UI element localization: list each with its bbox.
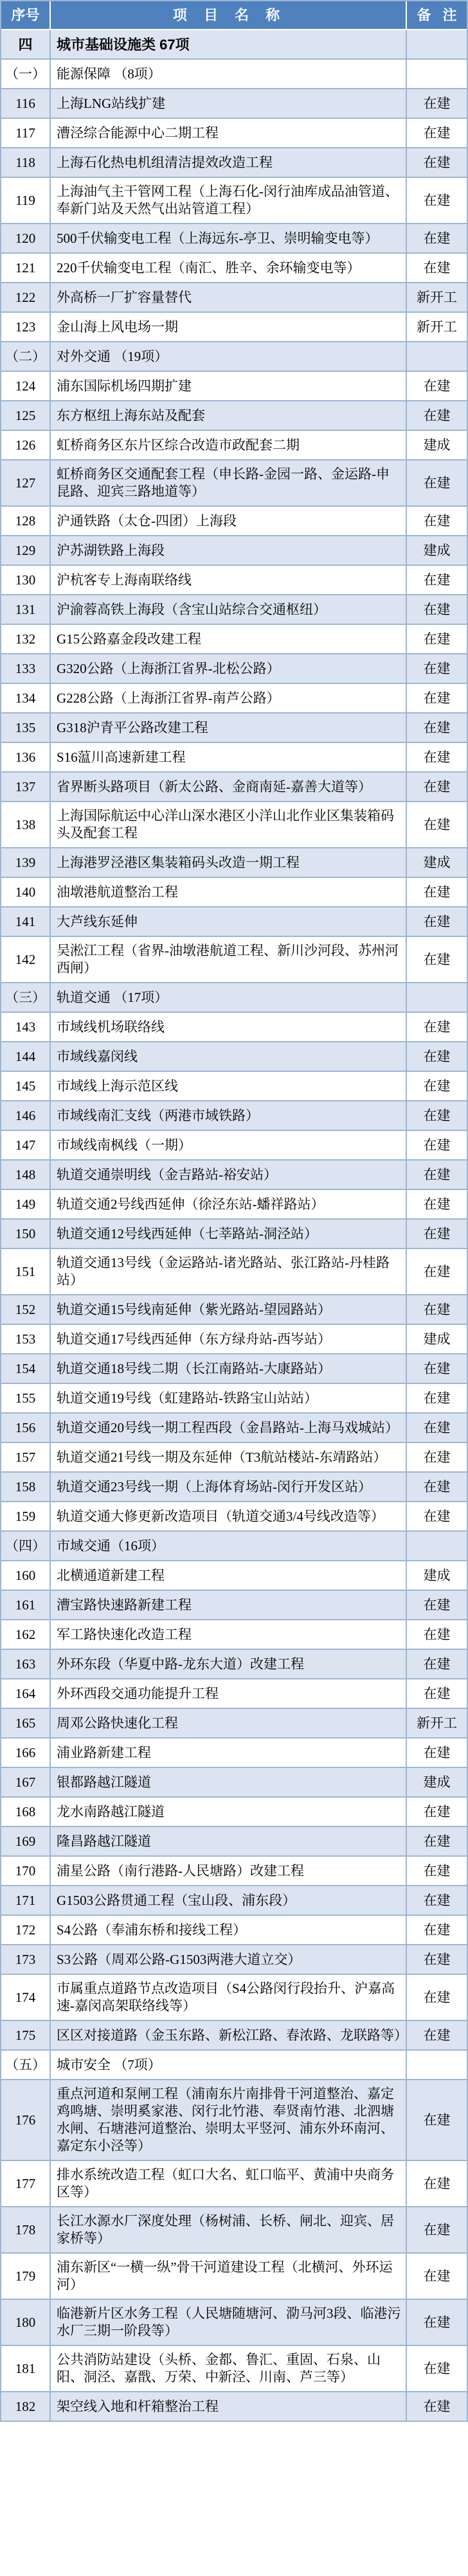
row-seq: 130 bbox=[1, 566, 51, 594]
row-name: 市域线机场联络线 bbox=[51, 1013, 407, 1041]
row-name: 银都路越江隧道 bbox=[51, 1768, 407, 1796]
table-row bbox=[1, 224, 467, 254]
table-row bbox=[1, 1768, 467, 1798]
table-row bbox=[1, 1101, 467, 1131]
row-note: 在建 bbox=[423, 95, 451, 111]
row-seq: 176 bbox=[1, 2080, 51, 2160]
row-note: 在建 bbox=[423, 2398, 451, 2414]
row-seq: 139 bbox=[1, 848, 51, 877]
row-note: 新开工 bbox=[417, 319, 457, 335]
row-seq: 158 bbox=[1, 1473, 51, 1501]
table-row bbox=[1, 2207, 467, 2254]
row-seq: 148 bbox=[1, 1161, 51, 1189]
row-note: 在建 bbox=[423, 2027, 451, 2043]
table-row bbox=[1, 283, 467, 313]
row-note: 在建 bbox=[423, 1508, 451, 1524]
table-row bbox=[1, 937, 467, 983]
table-row bbox=[1, 983, 467, 1013]
row-seq: 150 bbox=[1, 1220, 51, 1248]
row-seq: 162 bbox=[1, 1620, 51, 1649]
table-row bbox=[1, 460, 467, 507]
row-note: 在建 bbox=[423, 1449, 451, 1465]
row-seq: 142 bbox=[1, 937, 51, 982]
row-name: 轨道交通15号线南延伸（紫光路站-望园路站） bbox=[51, 1295, 407, 1324]
row-name: 轨道交通19号线（虹建路站-铁路宝山站站） bbox=[51, 1384, 407, 1412]
table-row bbox=[1, 2080, 467, 2161]
row-note: 在建 bbox=[423, 660, 451, 676]
row-seq: 131 bbox=[1, 595, 51, 624]
row-name: S3公路（周邓公路-G1503两港大道立交） bbox=[51, 1945, 407, 1974]
row-seq: 170 bbox=[1, 1857, 51, 1885]
row-note: 在建 bbox=[423, 1019, 451, 1035]
row-name: 浦东新区“一横一纵”骨干河道建设工程（北横河、外环运河） bbox=[51, 2254, 407, 2299]
row-name: 市域线南汇支线（两港市域铁路） bbox=[51, 1101, 407, 1130]
table-row bbox=[1, 1975, 467, 2021]
table-row bbox=[1, 2021, 467, 2051]
row-seq: 167 bbox=[1, 1768, 51, 1796]
row-seq: 147 bbox=[1, 1131, 51, 1159]
row-name: 重点河道和泵闸工程（浦南东片南排骨干河道整治、嘉定鸡鸣塘、崇明奚家港、闵行北竹港、奉贤南竹港、北泗塘水闸、石塘港河道整治、崇明太平竖河、浦东外环南河、嘉定东小泾等） bbox=[51, 2080, 407, 2160]
table-row bbox=[1, 1857, 467, 1886]
row-name: 城市基础设施类 67项 bbox=[51, 30, 407, 58]
table-row bbox=[1, 907, 467, 937]
row-note bbox=[407, 60, 467, 88]
row-note: 建成 bbox=[423, 542, 451, 558]
row-seq: 181 bbox=[1, 2346, 51, 2391]
table-row bbox=[1, 536, 467, 566]
row-name: 能源保障 （8项） bbox=[51, 60, 407, 88]
row-seq: 127 bbox=[1, 460, 51, 505]
row-note: 在建 bbox=[423, 1419, 451, 1435]
table-row bbox=[1, 1886, 467, 1916]
row-note: 在建 bbox=[423, 1744, 451, 1760]
row-note: 在建 bbox=[423, 2175, 451, 2191]
table-row bbox=[1, 1945, 467, 1975]
row-note bbox=[407, 30, 467, 58]
row-seq: （五） bbox=[1, 2051, 51, 2079]
row-note: 在建 bbox=[423, 631, 451, 647]
row-seq: 124 bbox=[1, 372, 51, 400]
table-row bbox=[1, 1502, 467, 1532]
table-row bbox=[1, 1591, 467, 1620]
row-note: 在建 bbox=[423, 125, 451, 141]
row-name: 轨道交通18号线二期（长江南路站-大康路站） bbox=[51, 1354, 407, 1383]
row-name: S4公路（奉浦东桥和接线工程） bbox=[51, 1916, 407, 1944]
row-seq: 163 bbox=[1, 1650, 51, 1678]
row-note: 在建 bbox=[423, 259, 451, 276]
row-name: 浦星公路（南行港路-人民塘路）改建工程 bbox=[51, 1857, 407, 1885]
row-note: 在建 bbox=[423, 2268, 451, 2284]
row-note: 在建 bbox=[423, 1656, 451, 1672]
table-row bbox=[1, 1295, 467, 1325]
row-seq: 119 bbox=[1, 178, 51, 223]
row-name: 省界断头路项目（新太公路、金商南延-嘉善大道等） bbox=[51, 773, 407, 801]
row-name: 油墩港航道整治工程 bbox=[51, 878, 407, 906]
row-note: 在建 bbox=[423, 913, 451, 929]
row-name: 外环西段交通功能提升工程 bbox=[51, 1679, 407, 1708]
row-seq: 137 bbox=[1, 773, 51, 801]
row-seq: 128 bbox=[1, 507, 51, 535]
row-seq: 132 bbox=[1, 625, 51, 653]
row-note: 在建 bbox=[423, 1626, 451, 1642]
row-name: 上海石化热电机组清洁提效改造工程 bbox=[51, 148, 407, 177]
table-row bbox=[1, 1709, 467, 1739]
table-row bbox=[1, 1414, 467, 1443]
table-row bbox=[1, 1249, 467, 1295]
row-name: 龙水南路越江隧道 bbox=[51, 1798, 407, 1826]
table-body bbox=[1, 30, 467, 2422]
table-row bbox=[1, 431, 467, 460]
row-seq: 149 bbox=[1, 1190, 51, 1218]
row-seq: 182 bbox=[1, 2392, 51, 2421]
row-note: 在建 bbox=[423, 1107, 451, 1123]
row-seq: （二） bbox=[1, 342, 51, 371]
table-row bbox=[1, 507, 467, 536]
table-row bbox=[1, 714, 467, 743]
table-row bbox=[1, 878, 467, 907]
row-seq: 152 bbox=[1, 1295, 51, 1324]
row-note: 在建 bbox=[423, 230, 451, 246]
row-note: 在建 bbox=[423, 2221, 451, 2238]
row-seq: 157 bbox=[1, 1443, 51, 1471]
row-note: 在建 bbox=[423, 749, 451, 765]
row-name: 北横通道新建工程 bbox=[51, 1561, 407, 1590]
table-row bbox=[1, 1013, 467, 1042]
row-seq: 125 bbox=[1, 401, 51, 430]
table-row bbox=[1, 1679, 467, 1709]
row-seq: 153 bbox=[1, 1325, 51, 1353]
row-seq: 179 bbox=[1, 2254, 51, 2299]
row-seq: 144 bbox=[1, 1042, 51, 1071]
table-row bbox=[1, 254, 467, 283]
row-note: 在建 bbox=[423, 690, 451, 706]
table-row bbox=[1, 1384, 467, 1414]
row-note: 在建 bbox=[423, 1478, 451, 1494]
row-note: 在建 bbox=[423, 378, 451, 394]
row-name: 排水系统改造工程（虹口大名、虹口临平、黄浦中央商务区等） bbox=[51, 2161, 407, 2206]
row-note: 在建 bbox=[423, 884, 451, 900]
row-name: 东方枢纽上海东站及配套 bbox=[51, 401, 407, 430]
row-note: 在建 bbox=[423, 1137, 451, 1153]
table-row bbox=[1, 2161, 467, 2207]
row-seq: 171 bbox=[1, 1886, 51, 1914]
table-row bbox=[1, 89, 467, 119]
row-seq: 123 bbox=[1, 313, 51, 341]
row-note: 在建 bbox=[423, 1951, 451, 1967]
table-row bbox=[1, 1190, 467, 1220]
row-name: 浦东国际机场四期扩建 bbox=[51, 372, 407, 400]
row-name: 外高桥一厂扩容量替代 bbox=[51, 283, 407, 311]
row-name: G228公路（上海浙江省界-南芦公路） bbox=[51, 684, 407, 712]
row-name: 虹桥商务区东片区综合改造市政配套二期 bbox=[51, 431, 407, 459]
row-note: 在建 bbox=[423, 1922, 451, 1938]
table-row bbox=[1, 1650, 467, 1679]
header-seq-label: 序号 bbox=[1, 1, 51, 29]
table-row bbox=[1, 148, 467, 178]
row-name: 沪苏湖铁路上海段 bbox=[51, 536, 407, 565]
row-seq: 136 bbox=[1, 743, 51, 771]
row-note: 在建 bbox=[423, 1803, 451, 1819]
table-row bbox=[1, 2051, 467, 2080]
row-note: 在建 bbox=[423, 1989, 451, 2005]
table-row bbox=[1, 625, 467, 654]
row-seq: 117 bbox=[1, 119, 51, 147]
row-note: 新开工 bbox=[417, 1715, 457, 1731]
row-note: 在建 bbox=[423, 1225, 451, 1241]
row-note: 在建 bbox=[423, 1301, 451, 1317]
row-name: 市域线上海示范区线 bbox=[51, 1072, 407, 1100]
row-seq: 120 bbox=[1, 224, 51, 252]
row-name: G15公路嘉金段改建工程 bbox=[51, 625, 407, 653]
table-row bbox=[1, 743, 467, 773]
row-name: 沪通铁路（太仓-四团）上海段 bbox=[51, 507, 407, 535]
row-note: 在建 bbox=[423, 407, 451, 423]
table-row bbox=[1, 1325, 467, 1354]
row-seq: 151 bbox=[1, 1249, 51, 1294]
row-note: 在建 bbox=[423, 1833, 451, 1849]
table-row bbox=[1, 1532, 467, 1561]
table-row bbox=[1, 401, 467, 431]
row-seq: 172 bbox=[1, 1916, 51, 1944]
row-note: 在建 bbox=[423, 2360, 451, 2376]
table-row bbox=[1, 654, 467, 684]
table-row bbox=[1, 848, 467, 878]
table-row bbox=[1, 1739, 467, 1768]
row-seq: 169 bbox=[1, 1827, 51, 1855]
row-name: 轨道交通17号线西延伸（东方绿舟站-西岑站） bbox=[51, 1325, 407, 1353]
row-name: G320公路（上海浙江省界-北松公路） bbox=[51, 654, 407, 683]
row-name: 市属重点道路节点改造项目（S4公路闵行段抬升、沪嘉高速-嘉闵高架联络线等） bbox=[51, 1975, 407, 2020]
table-row bbox=[1, 1354, 467, 1384]
row-name: 军工路快速化改造工程 bbox=[51, 1620, 407, 1649]
table-row bbox=[1, 2300, 467, 2346]
row-note: 建成 bbox=[423, 854, 451, 870]
table-row bbox=[1, 313, 467, 342]
row-name: 市域线嘉闵线 bbox=[51, 1042, 407, 1071]
table-row bbox=[1, 1042, 467, 1072]
row-note: 建成 bbox=[423, 437, 451, 453]
row-name: 外环东段（华夏中路-龙东大道）改建工程 bbox=[51, 1650, 407, 1678]
table-row bbox=[1, 372, 467, 401]
row-note: 在建 bbox=[423, 1263, 451, 1279]
row-note: 在建 bbox=[423, 2112, 451, 2128]
row-note: 在建 bbox=[423, 475, 451, 491]
row-note: 在建 bbox=[423, 192, 451, 208]
row-name: 轨道交通崇明线（金吉路站-裕安站） bbox=[51, 1161, 407, 1189]
row-name: 500千伏输变电工程（上海远东-亭卫、崇明输变电等） bbox=[51, 224, 407, 252]
row-name: 临港新片区水务工程（人民塘随塘河、泐马河3段、临港污水厂三期一阶段等） bbox=[51, 2300, 407, 2345]
row-note: 在建 bbox=[423, 1685, 451, 1701]
row-seq: 159 bbox=[1, 1502, 51, 1530]
row-seq: 118 bbox=[1, 148, 51, 177]
row-seq: 173 bbox=[1, 1945, 51, 1974]
row-note: 在建 bbox=[423, 951, 451, 967]
row-note: 在建 bbox=[423, 778, 451, 794]
row-name: 上海国际航运中心洋山深水港区小洋山北作业区集装箱码头及配套工程 bbox=[51, 802, 407, 847]
row-name: 长江水源水厂深度处理（杨树浦、长桥、闸北、迎宾、居家桥等） bbox=[51, 2207, 407, 2252]
table-row bbox=[1, 684, 467, 714]
row-seq: 141 bbox=[1, 907, 51, 936]
row-note: 建成 bbox=[423, 1331, 451, 1347]
row-seq: 168 bbox=[1, 1798, 51, 1826]
row-note: 在建 bbox=[423, 1360, 451, 1376]
row-note: 在建 bbox=[423, 1166, 451, 1182]
header-name-label: 项 目 名 称 bbox=[51, 1, 407, 29]
table-row bbox=[1, 1473, 467, 1502]
row-name: 市域线南枫线（一期） bbox=[51, 1131, 407, 1159]
table-row bbox=[1, 1916, 467, 1945]
table-row bbox=[1, 1161, 467, 1190]
table-row bbox=[1, 566, 467, 595]
row-note: 在建 bbox=[423, 816, 451, 832]
row-note bbox=[407, 342, 467, 371]
row-name: 浦业路新建工程 bbox=[51, 1739, 407, 1767]
row-seq: （四） bbox=[1, 1532, 51, 1560]
table-row bbox=[1, 1827, 467, 1857]
table-row bbox=[1, 1798, 467, 1827]
table-row bbox=[1, 2346, 467, 2392]
table-row bbox=[1, 178, 467, 224]
row-seq: 156 bbox=[1, 1414, 51, 1442]
row-seq: 146 bbox=[1, 1101, 51, 1130]
row-note: 在建 bbox=[423, 1196, 451, 1212]
row-note: 在建 bbox=[423, 1390, 451, 1406]
row-name: G1503公路贯通工程（宝山段、浦东段） bbox=[51, 1886, 407, 1914]
row-seq: 135 bbox=[1, 714, 51, 742]
row-seq: 174 bbox=[1, 1975, 51, 2020]
row-seq: 155 bbox=[1, 1384, 51, 1412]
table-row bbox=[1, 1072, 467, 1101]
row-seq: 154 bbox=[1, 1354, 51, 1383]
row-name: 220千伏输变电工程（南汇、胜辛、余环输变电等） bbox=[51, 254, 407, 282]
row-note: 在建 bbox=[423, 1048, 451, 1064]
row-name: 吴淞江工程（省界-油墩港航道工程、新川沙河段、苏州河西闸） bbox=[51, 937, 407, 982]
row-name: 上海LNG站线扩建 bbox=[51, 89, 407, 118]
row-seq: 133 bbox=[1, 654, 51, 683]
row-note: 在建 bbox=[423, 719, 451, 735]
row-seq: 129 bbox=[1, 536, 51, 565]
row-seq: 140 bbox=[1, 878, 51, 906]
row-seq: 175 bbox=[1, 2021, 51, 2049]
table-row bbox=[1, 2254, 467, 2300]
row-name: 漕泾综合能源中心二期工程 bbox=[51, 119, 407, 147]
table-row bbox=[1, 119, 467, 148]
row-name: 轨道交通2号线西延伸（徐泾东站-蟠祥路站） bbox=[51, 1190, 407, 1218]
table-row bbox=[1, 342, 467, 372]
table-row bbox=[1, 1220, 467, 1249]
row-seq: 177 bbox=[1, 2161, 51, 2206]
row-note: 在建 bbox=[423, 1892, 451, 1908]
row-seq: 四 bbox=[1, 30, 51, 58]
table-row bbox=[1, 1443, 467, 1473]
row-name: 沪杭客专上海南联络线 bbox=[51, 566, 407, 594]
row-name: 大芦线东延伸 bbox=[51, 907, 407, 936]
row-seq: 116 bbox=[1, 89, 51, 118]
row-name: 上海港罗泾港区集装箱码头改造一期工程 bbox=[51, 848, 407, 877]
row-name: 对外交通 （19项） bbox=[51, 342, 407, 371]
row-note: 建成 bbox=[423, 1774, 451, 1790]
row-note: 在建 bbox=[423, 513, 451, 529]
row-note: 在建 bbox=[423, 601, 451, 617]
row-name: 上海油气主干管网工程（上海石化-闵行油库成品油管道、奉新门站及天然气出站管道工程） bbox=[51, 178, 407, 223]
row-name: 轨道交通23号线一期（上海体育场站-闵行开发区站） bbox=[51, 1473, 407, 1501]
row-name: 沪渝蓉高铁上海段（含宝山站综合交通枢纽） bbox=[51, 595, 407, 624]
table-row bbox=[1, 1620, 467, 1650]
row-note: 在建 bbox=[423, 1597, 451, 1613]
row-seq: 121 bbox=[1, 254, 51, 282]
row-note bbox=[407, 983, 467, 1012]
row-name: 架空线入地和杆箱整治工程 bbox=[51, 2392, 407, 2421]
row-name: 区区对接道路（金玉东路、新松江路、春浓路、龙联路等） bbox=[51, 2021, 407, 2049]
row-seq: 160 bbox=[1, 1561, 51, 1590]
table-row bbox=[1, 2392, 467, 2422]
row-seq: 122 bbox=[1, 283, 51, 311]
row-name: 轨道交通13号线（金运路站-诸光路站、张江路站-丹桂路站） bbox=[51, 1249, 407, 1294]
table-row bbox=[1, 60, 467, 89]
row-seq: 126 bbox=[1, 431, 51, 459]
row-name: 漕宝路快速路新建工程 bbox=[51, 1591, 407, 1619]
row-seq: 180 bbox=[1, 2300, 51, 2345]
row-name: 轨道交通20号线一期工程西段（金昌路站-上海马戏城站） bbox=[51, 1414, 407, 1442]
row-note: 新开工 bbox=[417, 289, 457, 305]
row-seq: 164 bbox=[1, 1679, 51, 1708]
table-row bbox=[1, 30, 467, 60]
row-name: 轨道交通 （17项） bbox=[51, 983, 407, 1012]
row-seq: 138 bbox=[1, 802, 51, 847]
row-seq: 165 bbox=[1, 1709, 51, 1737]
table-row bbox=[1, 595, 467, 625]
row-name: 轨道交通大修更新改造项目（轨道交通3/4号线改造等） bbox=[51, 1502, 407, 1530]
row-note: 在建 bbox=[423, 154, 451, 170]
row-name: G318沪青平公路改建工程 bbox=[51, 714, 407, 742]
row-name: 城市安全 （7项） bbox=[51, 2051, 407, 2079]
row-note: 在建 bbox=[423, 1078, 451, 1094]
row-name: 周邓公路快速化工程 bbox=[51, 1709, 407, 1737]
table-row bbox=[1, 1561, 467, 1591]
row-name: 轨道交通21号线一期及东延伸（T3航站楼站-东靖路站） bbox=[51, 1443, 407, 1471]
row-seq: 161 bbox=[1, 1591, 51, 1619]
row-name: 隆昌路越江隧道 bbox=[51, 1827, 407, 1855]
row-name: 公共消防站建设（头桥、金都、鲁汇、重固、石泉、山阳、洞泾、嘉戬、万荣、中新泾、川南、芦三等） bbox=[51, 2346, 407, 2391]
row-name: 轨道交通12号线西延伸（七莘路站-洞泾站） bbox=[51, 1220, 407, 1248]
row-seq: 143 bbox=[1, 1013, 51, 1041]
row-name: 金山海上风电场一期 bbox=[51, 313, 407, 341]
row-note bbox=[407, 1532, 467, 1560]
row-seq: 166 bbox=[1, 1739, 51, 1767]
table-row bbox=[1, 1131, 467, 1161]
table-row bbox=[1, 773, 467, 802]
row-seq: 145 bbox=[1, 1072, 51, 1100]
row-name: 市域交通（16项） bbox=[51, 1532, 407, 1560]
row-note: 在建 bbox=[423, 572, 451, 588]
row-note: 在建 bbox=[423, 2314, 451, 2330]
row-seq: 178 bbox=[1, 2207, 51, 2252]
row-note: 建成 bbox=[423, 1567, 451, 1583]
row-note bbox=[407, 2051, 467, 2079]
row-seq: （三） bbox=[1, 983, 51, 1012]
row-name: S16蕰川高速新建工程 bbox=[51, 743, 407, 771]
row-seq: 134 bbox=[1, 684, 51, 712]
row-note: 在建 bbox=[423, 1862, 451, 1879]
header-note-label: 备 注 bbox=[417, 7, 461, 23]
row-name: 虹桥商务区交通配套工程（申长路-金园一路、金运路-申昆路、迎宾三路地道等） bbox=[51, 460, 407, 505]
row-seq: （一） bbox=[1, 60, 51, 88]
table-header-row bbox=[1, 1, 467, 30]
table-row bbox=[1, 802, 467, 848]
